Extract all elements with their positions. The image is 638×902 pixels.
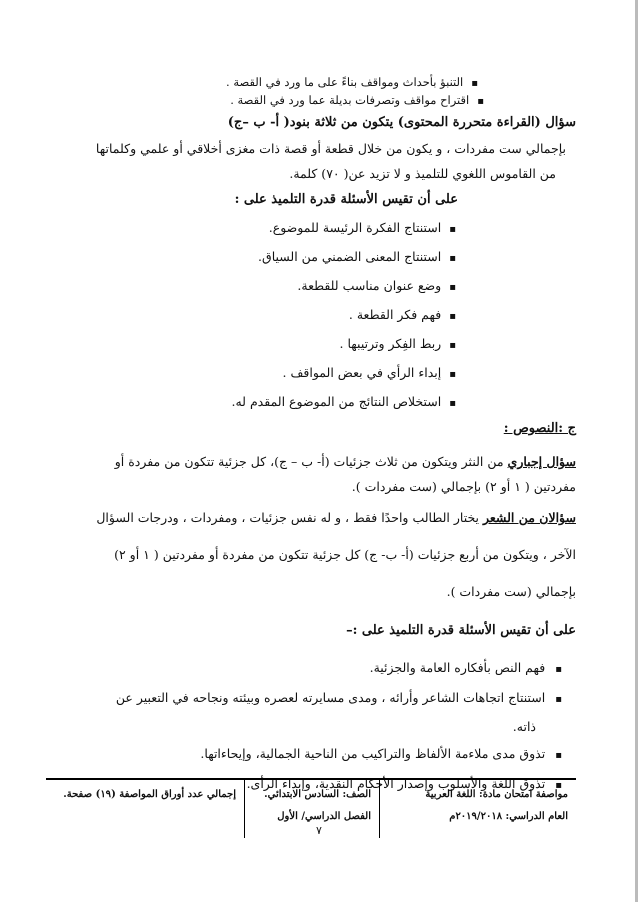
footer-grade: الصف: السادس الابتدائي. — [264, 789, 371, 800]
skill-item: ▪ تذوق مدى ملاءمة الألفاظ والتراكيب من الناحية الجمالية، وإيحاءاتها. — [40, 740, 576, 770]
prose-question-line1 — [40, 449, 576, 474]
bullet-alternative-actions: ▪ اقتراح مواقف وتصرفات بديلة عما ورد في القصة . — [40, 92, 576, 110]
skill-item: ▪ إبداء الرأي في بعض المواقف . — [40, 359, 456, 388]
footer-term: الفصل الدراسي/ الأول — [277, 811, 371, 822]
skill-item: ▪ استنتاج الفكرة الرئيسة للموضوع. — [40, 214, 456, 243]
skill-item: ▪ فهم النص بأفكاره العامة والجزئية. — [40, 654, 576, 684]
poetry-question-line1 — [40, 505, 576, 530]
page-content — [40, 74, 576, 800]
prose-question-label: سؤال إجباري — [507, 454, 576, 469]
poetry-question-line2: الآخر ، ويتكون من أربع جزئيات (أ- ب- ج) كل جزئية تتكون من مفردة أو مفردتين ( ١ أو ٢) — [114, 547, 576, 562]
skill-item: ▪ استنتاج المعنى الضمني من السياق. — [40, 243, 456, 272]
reading-skills-list — [40, 214, 576, 417]
prose-question-text: من النثر ويتكون من ثلاث جزئيات (أ- ب – ج)، كل جزئية تتكون من مفردة أو — [114, 454, 504, 469]
skill-item: ▪ استنتاج اتجاهات الشاعر وأرائه ، ومدى مسايرته لعصره وبيئته ونجاحه في التعبير عن — [40, 684, 576, 714]
poetry-question-text: يختار الطالب واحدًا فقط ، و له نفس جزئيات ، ومفردات ، ودرجات السؤال — [96, 510, 480, 525]
texts-section-title: ج :النصوص : — [503, 421, 576, 436]
skill-item: ▪ استخلاص النتائج من الموضوع المقدم له. — [40, 388, 456, 417]
poetry-question-label: سؤالان من الشعر — [483, 510, 576, 525]
prose-question-line2: مفردتين ( ١ أو ٢) بإجمالي (ست مفردات ). — [351, 479, 576, 494]
skill-item: ▪ فهم فكر القطعة . — [40, 301, 456, 330]
footer-total-pages: إجمالي عدد أوراق المواصفة (١٩) صفحة. — [63, 789, 236, 800]
texts-skills-heading: على أن تقيس الأسئلة قدرة التلميذ على :– — [346, 623, 576, 638]
reading-description-line1: بإجمالي ست مفردات ، و يكون من خلال قطعة أو قصة ذات مغزى أخلاقي أو علمي وكلماتها — [95, 141, 566, 156]
reading-skills-heading: على أن تقيس الأسئلة قدرة التلميذ على : — [234, 192, 458, 207]
bullet-predict-events: ▪ التنبؤ بأحداث ومواقف بناءً على ما ورد في القصة . — [40, 74, 576, 92]
skill-item: ▪ ربط الفِكر وترتيبها . — [40, 330, 456, 359]
footer-spec: مواصفة امتحان مادة: اللغة العربية — [425, 789, 568, 800]
poetry-question-line3: بإجمالي (ست مفردات ). — [446, 584, 576, 599]
skill-item: ▪ وضع عنوان مناسب للقطعة. — [40, 272, 456, 301]
reading-description-line2: من القاموس اللغوي للتلميذ و لا تزيد عن( ٧٠) كلمة. — [289, 166, 556, 181]
skill-item-continuation: ذاته. — [512, 719, 536, 734]
footer-year: العام الدراسي: ٢٠١٩/٢٠١٨م — [449, 811, 568, 822]
reading-question-heading: سؤال (القراءة متحررة المحتوى) يتكون من ثلاثة بنود( أ- ب –ج) — [227, 115, 576, 130]
page-number: ٧ — [316, 824, 322, 837]
skill-item: ▪ تذوق اللغة والأسلوب وإصدار الأحكام النقدية، وإبداء الرأى. — [40, 770, 576, 800]
